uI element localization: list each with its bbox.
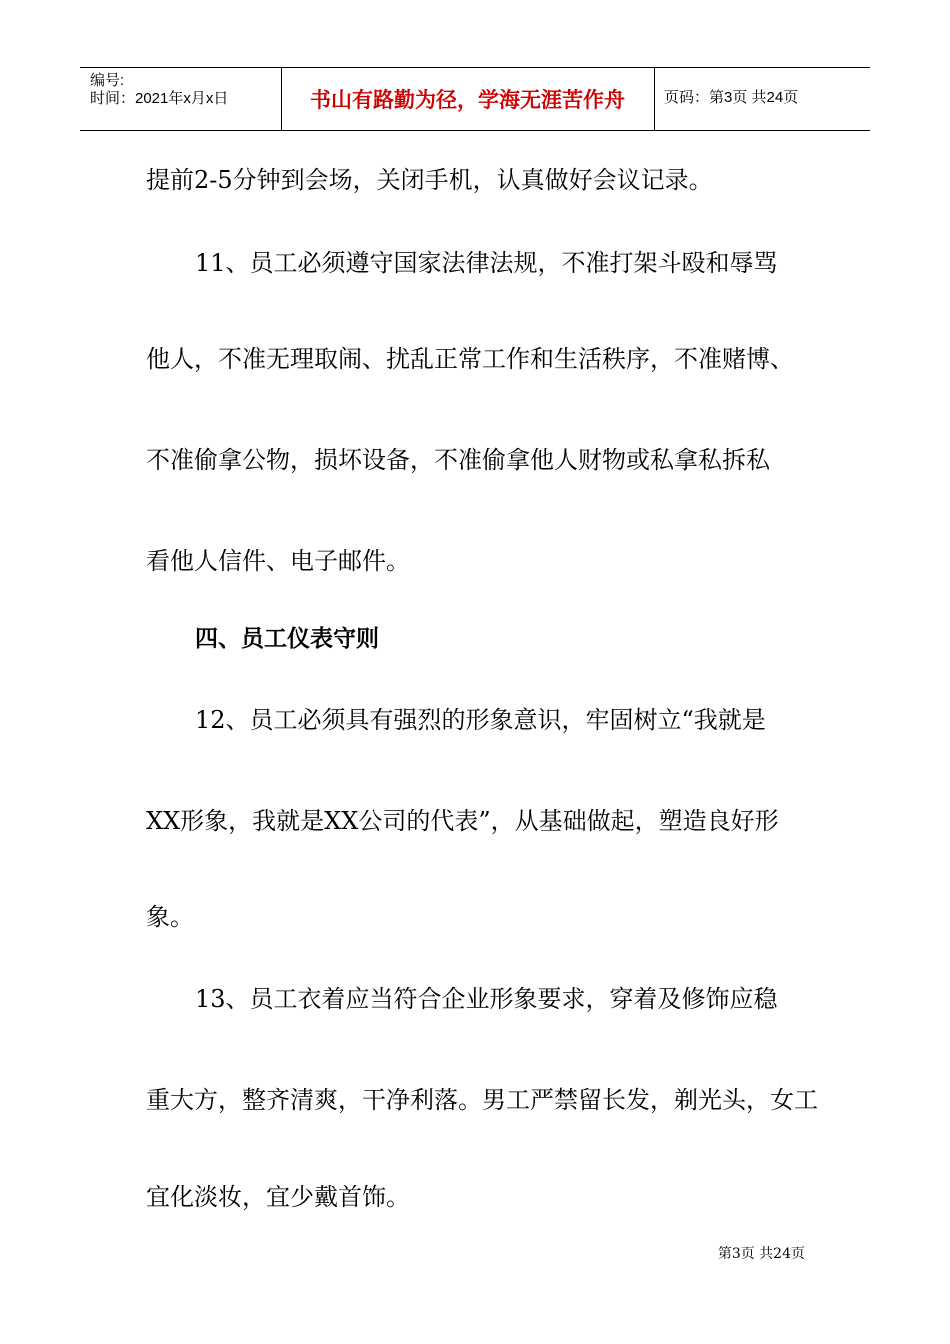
header-page-info: 页码：第3页 共24页 [664,89,799,106]
header-page-cell [655,68,870,130]
document-number-label: 编号: [90,72,125,89]
page-footer: 第3页 共24页 [717,1246,805,1262]
section-heading: 四、员工仪表守则 [195,626,379,652]
page-header [80,67,870,131]
header-meta-cell [80,68,282,130]
header-motto-cell [281,68,655,130]
document-time-label: 时间：2021年x月x日 [90,90,229,107]
body-line: 他人，不准无理取闹、扰乱正常工作和生活秩序，不准赌博、 [146,345,794,373]
body-line: 13、员工衣着应当符合企业形象要求，穿着及修饰应稳 [195,985,778,1013]
body-line: 11、员工必须遵守国家法律法规，不准打架斗殴和辱骂 [195,249,778,277]
body-line: 看他人信件、电子邮件。 [146,547,410,575]
header-motto: 书山有路勤为径，学海无涯苦作舟 [310,88,625,112]
body-line: XX形象，我就是XX公司的代表”，从基础做起，塑造良好形 [146,807,779,835]
body-line: 宜化淡妆，宜少戴首饰。 [146,1183,410,1211]
body-line: 提前2-5分钟到会场，关闭手机，认真做好会议记录。 [146,166,713,194]
body-line: 象。 [146,903,194,931]
body-line: 12、员工必须具有强烈的形象意识，牢固树立“我就是 [195,706,766,734]
body-line: 不准偷拿公物，损坏设备，不准偷拿他人财物或私拿私拆私 [146,446,770,474]
body-line: 重大方，整齐清爽，干净利落。男工严禁留长发，剃光头，女工 [146,1086,818,1114]
